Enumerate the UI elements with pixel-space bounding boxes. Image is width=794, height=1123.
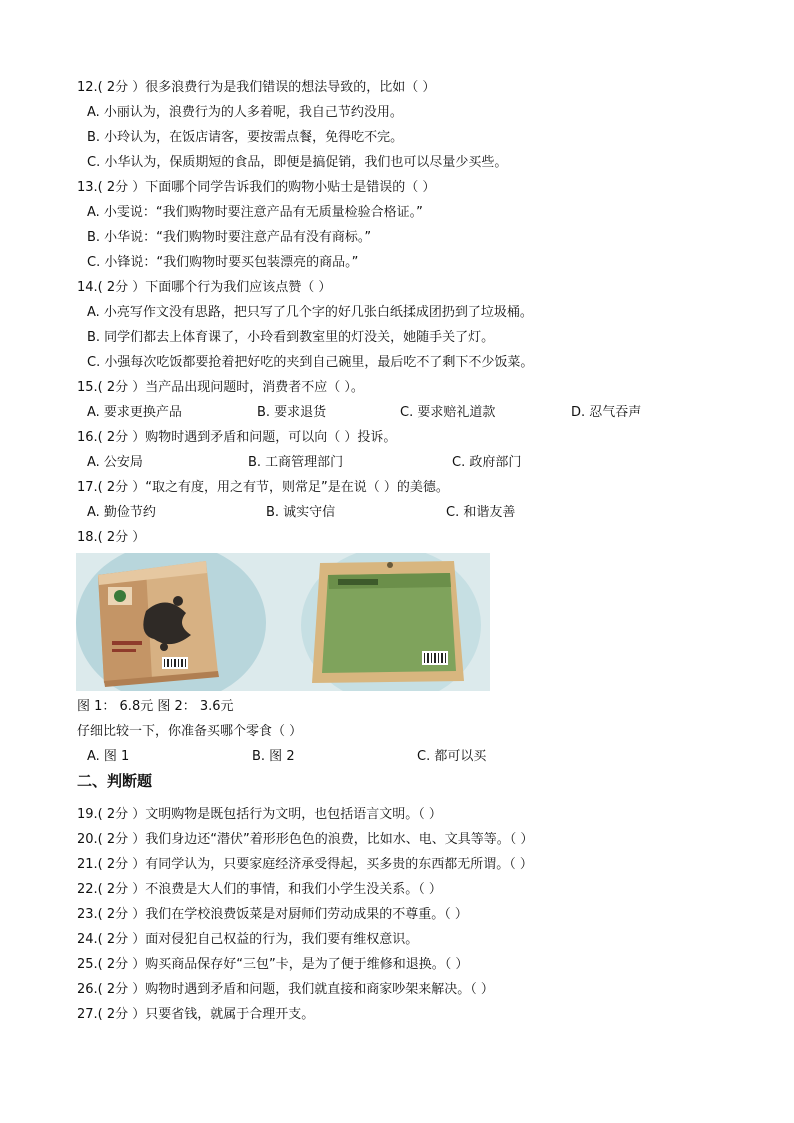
snack-package-2	[312, 561, 464, 683]
question-15-option-a: A. 要求更换产品	[87, 405, 182, 420]
section-title-judgement: 二、判断题	[77, 772, 153, 790]
question-16-option-a: A. 公安局	[87, 455, 143, 470]
question-15-option-b: B. 要求退货	[257, 405, 327, 420]
question-14-option-a: A. 小亮写作文没有思路，把只写了几个字的好几张白纸揉成团扔到了垃圾桶。	[87, 305, 533, 320]
question-24: 24.( 2分 ）面对侵犯自己权益的行为，我们要有维权意识。	[77, 932, 419, 947]
question-18-option-c: C. 都可以买	[417, 749, 487, 764]
question-18-option-b: B. 图 2	[252, 749, 295, 764]
question-12: 12.( 2分 ）很多浪费行为是我们错误的想法导致的，比如（ ）	[77, 80, 436, 95]
question-14-option-b: B. 同学们都去上体育课了，小玲看到教室里的灯没关，她随手关了灯。	[87, 330, 495, 345]
question-12-option-c: C. 小华认为，保质期短的食品，即便是搞促销，我们也可以尽量少买些。	[87, 155, 508, 170]
question-17-option-c: C. 和谐友善	[446, 505, 516, 520]
question-15: 15.( 2分 ）当产品出现问题时，消费者不应（ ）。	[77, 380, 364, 395]
snack-package-1	[98, 561, 219, 687]
question-17-option-b: B. 诚实守信	[266, 505, 336, 520]
question-17: 17.( 2分 ）“取之有度，用之有节，则常足”是在说（ ）的美德。	[77, 480, 449, 495]
question-19: 19.( 2分 ）文明购物是既包括行为文明，也包括语言文明。（ ）	[77, 807, 442, 822]
question-13-option-a: A. 小雯说：“我们购物时要注意产品有无质量检验合格证。”	[87, 205, 423, 220]
question-18: 18.( 2分 ）	[77, 530, 146, 545]
question-12-option-a: A. 小丽认为，浪费行为的人多着呢，我自己节约没用。	[87, 105, 403, 120]
question-21: 21.( 2分 ）有同学认为，只要家庭经济承受得起，买多贵的东西都无所谓。（ ）	[77, 857, 533, 872]
figure-price-captions: 图 1： 6.8元 图 2： 3.6元	[77, 699, 234, 714]
question-15-option-d: D. 忍气吞声	[571, 405, 642, 420]
question-15-option-c: C. 要求赔礼道款	[400, 405, 496, 420]
question-12-option-b: B. 小玲认为，在饭店请客，要按需点餐，免得吃不完。	[87, 130, 404, 145]
question-22: 22.( 2分 ）不浪费是大人们的事情，和我们小学生没关系。（ ）	[77, 882, 442, 897]
question-14-option-c: C. 小强每次吃饭都要抢着把好吃的夹到自己碗里，最后吃不了剩下不少饭菜。	[87, 355, 534, 370]
question-25: 25.( 2分 ）购买商品保存好“三包”卡，是为了便于维修和退换。（ ）	[77, 957, 469, 972]
snack-packages-image	[76, 553, 490, 691]
question-18-prompt: 仔细比较一下，你准备买哪个零食（ ）	[77, 724, 303, 739]
question-18-option-a: A. 图 1	[87, 749, 130, 764]
question-13-option-c: C. 小锋说：“我们购物时要买包装漂亮的商品。”	[87, 255, 359, 270]
question-16-option-c: C. 政府部门	[452, 455, 522, 470]
question-13: 13.( 2分 ）下面哪个同学告诉我们的购物小贴士是错误的（ ）	[77, 180, 436, 195]
question-13-option-b: B. 小华说：“我们购物时要注意产品有没有商标。”	[87, 230, 372, 245]
question-23: 23.( 2分 ）我们在学校浪费饭菜是对厨师们劳动成果的不尊重。（ ）	[77, 907, 468, 922]
question-20: 20.( 2分 ）我们身边还“潜伏”着形形色色的浪费，比如水、电、文具等等。（ ）	[77, 832, 534, 847]
question-26: 26.( 2分 ）购物时遇到矛盾和问题，我们就直接和商家吵架来解决。（ ）	[77, 982, 494, 997]
question-16: 16.( 2分 ）购物时遇到矛盾和问题，可以向（ ）投诉。	[77, 430, 397, 445]
question-17-option-a: A. 勤俭节约	[87, 505, 156, 520]
question-14: 14.( 2分 ）下面哪个行为我们应该点赞（ ）	[77, 280, 332, 295]
question-16-option-b: B. 工商管理部门	[248, 455, 344, 470]
question-27: 27.( 2分 ）只要省钱，就属于合理开支。	[77, 1007, 315, 1022]
